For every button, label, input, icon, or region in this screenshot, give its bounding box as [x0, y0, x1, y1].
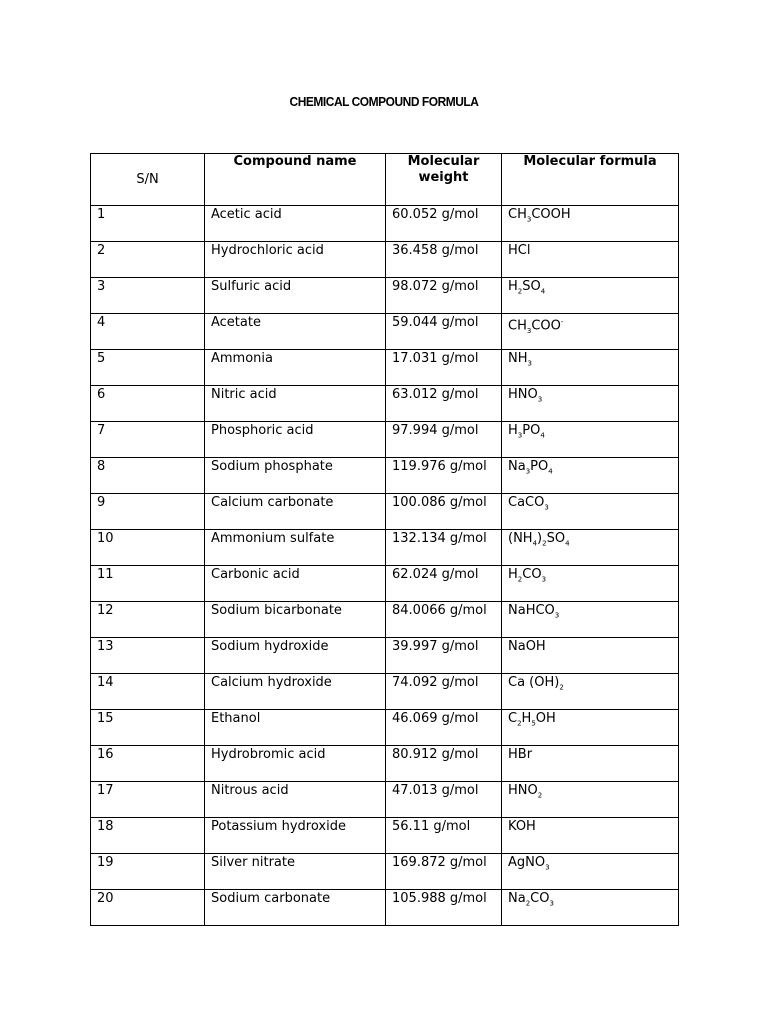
table-row — [91, 314, 679, 350]
formula-part: 2 — [537, 791, 543, 800]
formula-part: KOH — [508, 819, 536, 834]
row-compound-name: Carbonic acid — [205, 566, 386, 602]
row-molecular-formula — [502, 242, 679, 278]
row-molecular-formula — [502, 818, 679, 854]
row-molecular-weight: 62.024 g/mol — [386, 566, 502, 602]
row-molecular-formula — [502, 890, 679, 926]
row-sn: 3 — [91, 278, 205, 314]
row-sn: 9 — [91, 494, 205, 530]
table-row — [91, 818, 679, 854]
formula-part: HCl — [508, 243, 531, 258]
row-compound-name: Acetic acid — [205, 206, 386, 242]
row-molecular-formula — [502, 602, 679, 638]
row-molecular-weight: 80.912 g/mol — [386, 746, 502, 782]
formula-part: 4 — [540, 431, 545, 440]
row-sn: 7 — [91, 422, 205, 458]
formula-part: HNO — [508, 783, 538, 798]
table-row — [91, 602, 679, 638]
row-compound-name: Silver nitrate — [205, 854, 386, 890]
formula-part: SO — [522, 279, 541, 294]
table-body — [91, 206, 679, 926]
formula-part: 4 — [532, 539, 538, 548]
row-molecular-formula — [502, 422, 679, 458]
formula-part: 3 — [541, 575, 547, 584]
row-molecular-formula — [502, 746, 679, 782]
row-sn: 6 — [91, 386, 205, 422]
row-molecular-formula — [502, 782, 679, 818]
row-molecular-formula — [502, 350, 679, 386]
row-sn: 4 — [91, 314, 205, 350]
header-molecular-formula: Molecular formula — [502, 154, 679, 206]
row-molecular-weight: 98.072 g/mol — [386, 278, 502, 314]
formula-part: C — [508, 711, 518, 726]
formula-part: 3 — [554, 611, 560, 620]
formula-part: Na — [508, 459, 526, 474]
row-molecular-formula — [502, 854, 679, 890]
row-sn: 19 — [91, 854, 205, 890]
row-sn: 14 — [91, 674, 205, 710]
row-molecular-weight: 132.134 g/mol — [386, 530, 502, 566]
formula-part: 2 — [542, 539, 547, 548]
formula-part: HNO — [508, 387, 538, 402]
formula-part: ) — [537, 531, 543, 546]
header-sn: S/N — [91, 154, 205, 206]
row-molecular-formula — [502, 638, 679, 674]
row-molecular-formula — [502, 206, 679, 242]
row-molecular-formula — [502, 494, 679, 530]
row-compound-name: Ethanol — [205, 710, 386, 746]
table-row — [91, 458, 679, 494]
formula-part: 3 — [545, 863, 550, 872]
row-sn: 16 — [91, 746, 205, 782]
row-compound-name: Calcium carbonate — [205, 494, 386, 530]
formula-part: 3 — [544, 503, 549, 512]
table-row — [91, 494, 679, 530]
header-molecular-weight: Molecular weight — [386, 154, 502, 206]
formula-part: 3 — [549, 899, 554, 908]
formula-part: 4 — [565, 539, 570, 548]
row-molecular-weight: 39.997 g/mol — [386, 638, 502, 674]
row-molecular-weight: 84.0066 g/mol — [386, 602, 502, 638]
row-compound-name: Calcium hydroxide — [205, 674, 386, 710]
formula-part: 5 — [531, 719, 536, 728]
row-molecular-weight: 36.458 g/mol — [386, 242, 502, 278]
table-row — [91, 422, 679, 458]
formula-part: NaOH — [508, 639, 546, 654]
row-compound-name: Sodium phosphate — [205, 458, 386, 494]
compound-table — [90, 153, 679, 926]
row-sn: 1 — [91, 206, 205, 242]
row-molecular-weight: 46.069 g/mol — [386, 710, 502, 746]
row-molecular-formula — [502, 530, 679, 566]
formula-part: H — [521, 711, 532, 726]
formula-part: 4 — [540, 287, 546, 296]
formula-part: PO — [522, 423, 541, 438]
row-molecular-formula — [502, 458, 679, 494]
formula-part: NH — [508, 351, 528, 366]
table-row — [91, 386, 679, 422]
formula-part: 2 — [517, 575, 523, 584]
row-molecular-weight: 97.994 g/mol — [386, 422, 502, 458]
row-sn: 5 — [91, 350, 205, 386]
formula-part: AgNO — [508, 855, 546, 870]
row-compound-name: Hydrobromic acid — [205, 746, 386, 782]
row-molecular-formula — [502, 314, 679, 350]
row-compound-name: Acetate — [205, 314, 386, 350]
table-row — [91, 710, 679, 746]
row-compound-name: Ammonium sulfate — [205, 530, 386, 566]
formula-part: HBr — [508, 747, 533, 762]
row-molecular-formula — [502, 386, 679, 422]
table-header — [91, 154, 679, 206]
formula-part: Ca (OH) — [508, 675, 560, 690]
row-molecular-weight: 56.11 g/mol — [386, 818, 502, 854]
row-sn: 17 — [91, 782, 205, 818]
formula-part: 3 — [525, 467, 531, 476]
row-sn: 13 — [91, 638, 205, 674]
row-molecular-formula — [502, 566, 679, 602]
formula-part: PO — [530, 459, 549, 474]
row-molecular-weight: 105.988 g/mol — [386, 890, 502, 926]
row-compound-name: Sulfuric acid — [205, 278, 386, 314]
row-sn: 12 — [91, 602, 205, 638]
formula-part: 2 — [517, 719, 522, 728]
formula-part: CaCO — [508, 495, 545, 510]
table-row — [91, 206, 679, 242]
formula-part: H — [508, 423, 518, 438]
formula-part: 2 — [517, 287, 523, 296]
row-molecular-weight: 17.031 g/mol — [386, 350, 502, 386]
row-sn: 11 — [91, 566, 205, 602]
formula-part: OH — [535, 711, 556, 726]
table-row — [91, 782, 679, 818]
row-molecular-weight: 59.044 g/mol — [386, 314, 502, 350]
row-compound-name: Sodium carbonate — [205, 890, 386, 926]
row-molecular-formula — [502, 278, 679, 314]
row-molecular-weight: 47.013 g/mol — [386, 782, 502, 818]
table-row — [91, 890, 679, 926]
row-compound-name: Hydrochloric acid — [205, 242, 386, 278]
row-sn: 18 — [91, 818, 205, 854]
formula-part: CH — [508, 207, 527, 222]
formula-part: 3 — [526, 326, 532, 335]
row-compound-name: Phosphoric acid — [205, 422, 386, 458]
row-sn: 10 — [91, 530, 205, 566]
formula-part: (NH — [508, 531, 533, 546]
row-sn: 8 — [91, 458, 205, 494]
row-molecular-formula — [502, 710, 679, 746]
row-molecular-weight: 63.012 g/mol — [386, 386, 502, 422]
formula-part: 2 — [559, 683, 564, 692]
table-row — [91, 854, 679, 890]
formula-part: H — [508, 279, 518, 294]
table-row — [91, 746, 679, 782]
formula-part: 3 — [527, 359, 532, 368]
row-compound-name: Potassium hydroxide — [205, 818, 386, 854]
formula-part: H — [508, 567, 518, 582]
formula-part: 3 — [526, 215, 532, 224]
header-compound-name: Compound name — [205, 154, 386, 206]
formula-part: 3 — [537, 395, 543, 404]
row-molecular-weight: 100.086 g/mol — [386, 494, 502, 530]
formula-part: 2 — [525, 899, 531, 908]
row-compound-name: Sodium hydroxide — [205, 638, 386, 674]
formula-part: CO — [530, 891, 550, 906]
table-row — [91, 242, 679, 278]
table-row — [91, 350, 679, 386]
row-sn: 15 — [91, 710, 205, 746]
formula-part: COOH — [531, 207, 571, 222]
row-compound-name: Nitric acid — [205, 386, 386, 422]
row-compound-name: Sodium bicarbonate — [205, 602, 386, 638]
formula-part: NaHCO — [508, 603, 555, 618]
document-title: CHEMICAL COMPOUND FORMULA — [289, 94, 479, 109]
table-row — [91, 566, 679, 602]
row-compound-name: Nitrous acid — [205, 782, 386, 818]
formula-part: CO — [522, 567, 542, 582]
row-molecular-weight: 74.092 g/mol — [386, 674, 502, 710]
formula-part: - — [560, 318, 564, 326]
table-row — [91, 530, 679, 566]
header-row — [91, 154, 679, 206]
formula-part: 3 — [517, 431, 523, 440]
formula-part: Na — [508, 891, 526, 906]
table-row — [91, 674, 679, 710]
row-molecular-weight: 119.976 g/mol — [386, 458, 502, 494]
table-row — [91, 278, 679, 314]
formula-part: COO — [531, 318, 561, 334]
formula-part: CH — [508, 318, 527, 334]
row-molecular-weight: 169.872 g/mol — [386, 854, 502, 890]
row-sn: 2 — [91, 242, 205, 278]
row-compound-name: Ammonia — [205, 350, 386, 386]
table-row — [91, 638, 679, 674]
row-sn: 20 — [91, 890, 205, 926]
formula-part: 4 — [548, 467, 553, 476]
row-molecular-weight: 60.052 g/mol — [386, 206, 502, 242]
row-molecular-formula — [502, 674, 679, 710]
formula-part: SO — [546, 531, 566, 546]
